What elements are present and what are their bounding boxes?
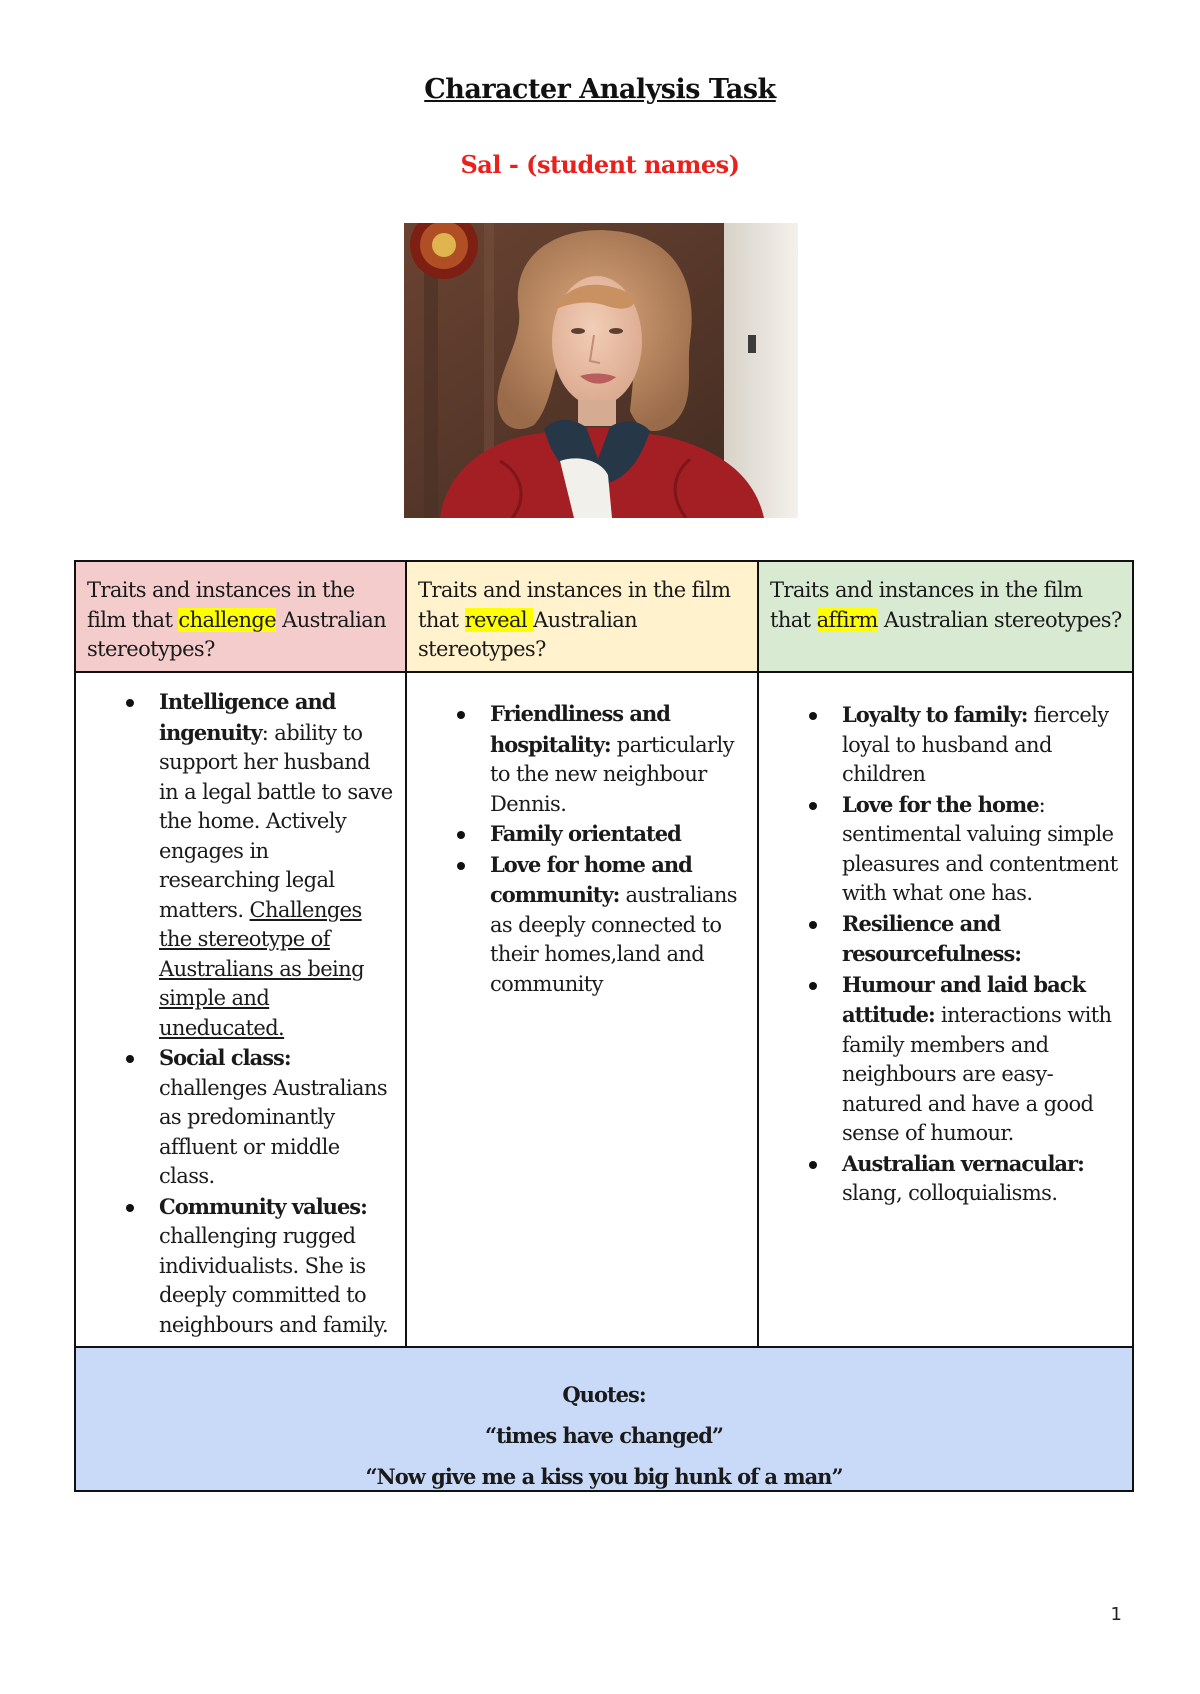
trait-description: interactions with family members and neighbours are easy-natured and have a good sense of humour. [842,1003,1112,1145]
document-subtitle: Sal - (student names) [460,150,740,179]
trait-description: fiercely loyal to husband and children [842,703,1109,786]
quote-item: “Now give me a kiss you big hunk of a man” [365,1464,843,1489]
list-item [159,1043,395,1192]
quotes-section [76,1346,1132,1490]
list-item [842,790,1122,909]
list-item [842,970,1122,1149]
affirm-traits-cell [757,673,1132,1346]
reveal-column-header [405,562,757,673]
trait-term: Social class: [159,1045,291,1070]
trait-term: Family orientated [490,821,681,846]
affirm-highlight: affirm [816,607,878,632]
document-title: Character Analysis Task [424,74,776,105]
reveal-traits-cell [405,673,757,1346]
trait-description: australians as deeply connected to their homes,land and community [490,883,737,996]
list-item [842,1149,1122,1209]
trait-term: Humour and laid back attitude: [842,971,1086,1027]
reveal-header-suffix: Australian stereotypes? [418,607,638,661]
affirm-traits-list [842,700,1122,1209]
trait-term: Loyalty to family: [842,702,1028,727]
affirm-header-suffix: Australian stereotypes? [877,607,1122,632]
trait-description: slang, colloquialisms. [842,1181,1058,1205]
trait-term: Friendliness and hospitality: [490,701,670,757]
trait-description: challenging rugged individualists. She is deeply committed to neighbours and family. [159,1224,389,1337]
reveal-header-prefix: Traits and instances in the film that [418,578,731,632]
list-item [842,909,1122,970]
challenge-traits-list [159,687,395,1340]
list-item [490,819,740,850]
trait-description: particularly to the new neighbour Dennis. [490,732,734,816]
challenge-traits-cell [76,673,405,1346]
list-item [842,700,1122,790]
character-photo [404,223,798,518]
trait-term: Community values: [159,1193,367,1219]
trait-term: Intelligence and ingenuity [159,689,336,745]
reveal-traits-list [490,699,740,999]
list-item [159,1192,395,1341]
trait-description: : ability to support her husband in a legal battle to save the home. Actively engages in researching legal matters. [159,720,393,922]
list-item [159,687,395,1043]
reveal-highlight: reveal [464,607,534,632]
challenge-column-header [76,562,405,673]
page-number: 1 [1110,1604,1122,1625]
portrait-photo-icon [404,223,798,518]
affirm-column-header [757,562,1132,673]
challenge-header-suffix: Australian stereotypes? [87,607,387,661]
challenge-header-prefix: Traits and instances in the film that [87,578,355,632]
quotes-label: Quotes: [562,1382,646,1407]
quote-item: “times have changed” [485,1423,723,1448]
affirm-header-prefix: Traits and instances in the film that [770,578,1083,632]
trait-term: Love for home and community: [490,851,692,907]
analysis-table [74,560,1134,1492]
trait-description: challenges Australians as predominantly affluent or middle class. [159,1075,388,1188]
underlined-conclusion: Challenges the stereotype of Australians as being simple and uneducated. [159,897,364,1040]
challenge-highlight: challenge [178,607,277,632]
trait-description: : sentimental valuing simple pleasures and contentment with what one has. [842,792,1118,905]
trait-term: Resilience and resourcefulness: [842,910,1022,966]
list-item [490,850,740,1000]
trait-term: Love for the home [842,791,1039,817]
trait-term: Australian vernacular: [842,1150,1084,1176]
list-item [490,699,740,819]
